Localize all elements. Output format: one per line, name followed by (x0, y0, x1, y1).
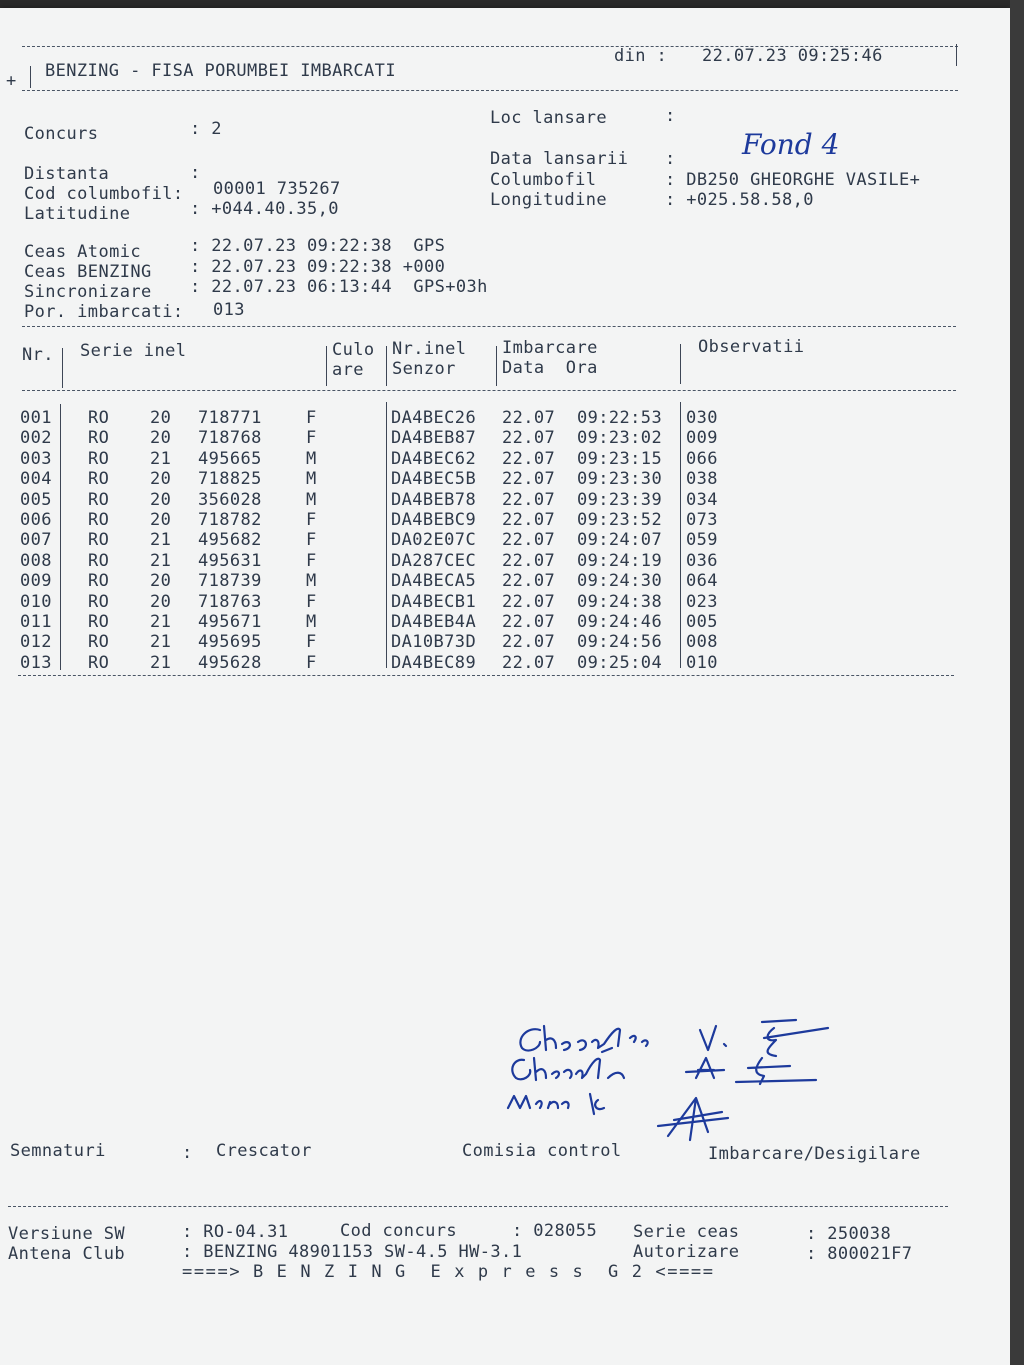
serie-ceas-label: Serie ceas (633, 1222, 740, 1242)
columbofil-value: : DB250 GHEORGHE VASILE+ (665, 170, 921, 190)
cell-an: 21 (150, 612, 172, 632)
col-header-nr: Nr. (22, 345, 54, 365)
cell-sex: F (306, 428, 317, 449)
cod-concurs-value: : 028055 (512, 1221, 598, 1241)
cell-senzor: DA4BECA5 (391, 571, 477, 592)
cell-ora: 09:22:53 (577, 408, 663, 428)
cell-an: 20 (150, 428, 172, 449)
table-row (0, 469, 1000, 489)
cell-ora: 09:24:19 (577, 550, 663, 571)
versiune-sw-value: : RO-04.31 (182, 1222, 289, 1242)
cell-inel: 718782 (198, 510, 262, 530)
cell-senzor: DA4BEB87 (391, 428, 477, 449)
cell-nr: 002 (20, 428, 52, 449)
cell-observatii: 034 (686, 489, 718, 510)
cell-sex: F (306, 550, 317, 571)
table-row (0, 632, 1000, 652)
cell-sex: M (306, 448, 317, 469)
cell-observatii: 030 (686, 408, 718, 428)
cell-data: 22.07 (502, 428, 556, 449)
cell-an: 21 (150, 448, 172, 469)
benzing-brand-line: ====> B E N Z I N G E x p r e s s G 2 <==== (182, 1262, 715, 1282)
cell-inel: 495628 (198, 652, 262, 673)
cell-senzor: DA287CEC (391, 550, 477, 571)
latitudine-label: Latitudine (24, 204, 131, 224)
cell-tara: RO (88, 530, 110, 551)
col-header-imbarcare-2: Data Ora (502, 358, 598, 378)
cell-ora: 09:24:46 (577, 612, 663, 632)
col-header-serie: Serie inel (80, 341, 187, 361)
col-sep (680, 344, 681, 384)
cell-nr: 013 (20, 652, 52, 673)
distanta-label: Distanta (24, 164, 110, 184)
antena-club-label: Antena Club (8, 1244, 125, 1264)
background-edge (1010, 0, 1024, 1365)
crescator-label: Crescator (216, 1141, 312, 1161)
cell-tara: RO (88, 652, 110, 673)
semnaturi-colon: : (182, 1143, 193, 1163)
col-header-nrinel-2: Senzor (392, 359, 456, 379)
loc-lansare-value: : (665, 106, 676, 126)
cell-an: 20 (150, 408, 172, 428)
cell-nr: 007 (20, 530, 52, 551)
cell-inel: 718825 (198, 469, 262, 490)
longitudine-label: Longitudine (490, 190, 607, 210)
cell-observatii: 036 (686, 550, 718, 571)
cod-concurs-label: Cod concurs (340, 1221, 457, 1241)
cell-tara: RO (88, 632, 110, 653)
col-header-nrinel-1: Nr.inel (392, 339, 467, 359)
cell-an: 20 (150, 510, 172, 530)
col-sep (386, 346, 387, 386)
cell-senzor: DA4BEB78 (391, 489, 477, 510)
cell-sex: F (306, 591, 317, 612)
cell-an: 21 (150, 632, 172, 653)
cell-an: 21 (150, 550, 172, 571)
cell-tara: RO (88, 612, 110, 632)
cell-inel: 495665 (198, 448, 262, 469)
data-lansarii-value: : (665, 149, 676, 169)
printed-sheet (0, 8, 1010, 1365)
header-left-bar (30, 66, 31, 88)
col-header-imbarcare-1: Imbarcare (502, 338, 598, 358)
table-row (0, 653, 1000, 673)
cell-nr: 008 (20, 550, 52, 571)
cell-observatii: 059 (686, 530, 718, 551)
cell-data: 22.07 (502, 632, 556, 653)
cell-observatii: 073 (686, 510, 718, 530)
cell-observatii: 066 (686, 448, 718, 469)
cell-nr: 009 (20, 571, 52, 592)
latitudine-value: : +044.40.35,0 (190, 199, 339, 219)
cell-inel: 495631 (198, 550, 262, 571)
cell-nr: 001 (20, 408, 52, 428)
cell-data: 22.07 (502, 510, 556, 530)
cell-ora: 09:24:56 (577, 632, 663, 653)
cell-ora: 09:25:04 (577, 652, 663, 673)
cell-nr: 004 (20, 469, 52, 490)
cell-sex: M (306, 612, 317, 632)
footer-divider (8, 1206, 948, 1207)
col-header-culoare-2: are (332, 360, 364, 380)
cell-ora: 09:23:39 (577, 489, 663, 510)
porumbei-imbarcati-value: 013 (213, 300, 245, 320)
cell-ora: 09:24:30 (577, 571, 663, 592)
cell-inel: 718763 (198, 591, 262, 612)
cell-tara: RO (88, 571, 110, 592)
table-row (0, 449, 1000, 469)
columbofil-label: Columbofil (490, 170, 597, 190)
table-row (0, 551, 1000, 571)
cell-data: 22.07 (502, 530, 556, 551)
header-divider-bottom (22, 90, 958, 91)
ceas-atomic-value: : 22.07.23 09:22:38 GPS (190, 236, 446, 256)
cell-an: 20 (150, 489, 172, 510)
table-row (0, 510, 1000, 530)
table-divider-top (22, 326, 956, 327)
cell-sex: M (306, 489, 317, 510)
col-header-observatii: Observatii (698, 337, 805, 357)
cell-inel: 718768 (198, 428, 262, 449)
cell-data: 22.07 (502, 448, 556, 469)
cell-observatii: 005 (686, 612, 718, 632)
cell-tara: RO (88, 469, 110, 490)
table-row (0, 408, 1000, 428)
ceas-benzing-label: Ceas BENZING (24, 262, 152, 282)
cell-an: 21 (150, 530, 172, 551)
autorizare-value: : 800021F7 (806, 1244, 913, 1264)
cell-tara: RO (88, 448, 110, 469)
cell-inel: 495682 (198, 530, 262, 551)
cell-senzor: DA10B73D (391, 632, 477, 653)
cell-inel: 495671 (198, 612, 262, 632)
cell-nr: 006 (20, 510, 52, 530)
cell-inel: 718739 (198, 571, 262, 592)
row-sep-senzor (386, 402, 387, 668)
cell-data: 22.07 (502, 571, 556, 592)
col-sep (326, 346, 327, 386)
cell-sex: M (306, 469, 317, 490)
cell-sex: F (306, 530, 317, 551)
cell-data: 22.07 (502, 550, 556, 571)
data-lansarii-label: Data lansarii (490, 149, 629, 169)
table-divider-bottom (18, 675, 954, 676)
cell-ora: 09:23:02 (577, 428, 663, 449)
cell-senzor: DA4BEB4A (391, 612, 477, 632)
table-divider-header (22, 390, 956, 391)
cell-ora: 09:24:07 (577, 530, 663, 551)
cod-columbofil-value: 00001 735267 (213, 179, 341, 199)
header-right-bar (956, 44, 957, 66)
cell-senzor: DA02E07C (391, 530, 477, 551)
cell-observatii: 010 (686, 652, 718, 673)
imbarcare-desigilare-label: Imbarcare/Desigilare (708, 1144, 921, 1164)
cell-observatii: 009 (686, 428, 718, 449)
cell-data: 22.07 (502, 489, 556, 510)
table-row (0, 530, 1000, 550)
table-row (0, 571, 1000, 591)
cell-inel: 495695 (198, 632, 262, 653)
concurs-label: Concurs (24, 124, 99, 144)
cell-sex: F (306, 652, 317, 673)
cell-observatii: 023 (686, 591, 718, 612)
col-header-culoare-1: Culo (332, 340, 375, 360)
report-datetime: 22.07.23 09:25:46 (702, 46, 883, 66)
semnaturi-label: Semnaturi (10, 1141, 106, 1161)
cell-an: 21 (150, 652, 172, 673)
table-row (0, 490, 1000, 510)
sincronizare-value: : 22.07.23 06:13:44 GPS+03h (190, 277, 488, 297)
cell-inel: 718771 (198, 408, 262, 428)
cell-senzor: DA4BEC62 (391, 448, 477, 469)
cell-nr: 012 (20, 632, 52, 653)
handwritten-note: Fond 4 (742, 128, 840, 161)
autorizare-label: Autorizare (633, 1242, 740, 1262)
cell-an: 20 (150, 469, 172, 490)
col-sep (62, 348, 63, 388)
loc-lansare-label: Loc lansare (490, 108, 607, 128)
cell-nr: 010 (20, 591, 52, 612)
cell-data: 22.07 (502, 591, 556, 612)
cell-nr: 003 (20, 448, 52, 469)
longitudine-value: : +025.58.58,0 (665, 190, 814, 210)
serie-ceas-value: : 250038 (806, 1224, 892, 1244)
antena-club-value: : BENZING 48901153 SW-4.5 HW-3.1 (182, 1242, 523, 1262)
cell-senzor: DA4BEC26 (391, 408, 477, 428)
cell-an: 20 (150, 591, 172, 612)
cell-senzor: DA4BECB1 (391, 591, 477, 612)
cod-columbofil-label: Cod columbofil: (24, 184, 184, 204)
cell-ora: 09:23:15 (577, 448, 663, 469)
col-sep (496, 346, 497, 386)
cell-senzor: DA4BEC89 (391, 652, 477, 673)
cell-data: 22.07 (502, 652, 556, 673)
cell-nr: 011 (20, 612, 52, 632)
cell-ora: 09:24:38 (577, 591, 663, 612)
din-label: din : (614, 46, 668, 66)
ceas-atomic-label: Ceas Atomic (24, 242, 141, 262)
table-row (0, 428, 1000, 448)
table-row (0, 612, 1000, 632)
ceas-benzing-value: : 22.07.23 09:22:38 +000 (190, 257, 446, 277)
cell-senzor: DA4BEBC9 (391, 510, 477, 530)
cell-sex: M (306, 571, 317, 592)
cell-observatii: 038 (686, 469, 718, 490)
sincronizare-label: Sincronizare (24, 282, 152, 302)
table-row (0, 592, 1000, 612)
cell-inel: 356028 (198, 489, 262, 510)
margin-mark: + (6, 71, 17, 91)
cell-data: 22.07 (502, 612, 556, 632)
cell-observatii: 064 (686, 571, 718, 592)
cell-sex: F (306, 510, 317, 530)
handwritten-signatures (500, 1008, 840, 1158)
cell-senzor: DA4BEC5B (391, 469, 477, 490)
cell-an: 20 (150, 571, 172, 592)
porumbei-imbarcati-label: Por. imbarcati: (24, 302, 184, 322)
cell-tara: RO (88, 510, 110, 530)
row-sep-nr (60, 404, 61, 670)
cell-nr: 005 (20, 489, 52, 510)
report-title: BENZING - FISA PORUMBEI IMBARCATI (45, 61, 396, 81)
row-sep-obs (680, 402, 681, 668)
cell-tara: RO (88, 591, 110, 612)
distanta-value: : (190, 163, 201, 183)
cell-ora: 09:23:30 (577, 469, 663, 490)
cell-tara: RO (88, 489, 110, 510)
cell-sex: F (306, 632, 317, 653)
cell-tara: RO (88, 428, 110, 449)
cell-data: 22.07 (502, 469, 556, 490)
cell-ora: 09:23:52 (577, 510, 663, 530)
cell-tara: RO (88, 550, 110, 571)
versiune-sw-label: Versiune SW (8, 1224, 125, 1244)
cell-observatii: 008 (686, 632, 718, 653)
cell-tara: RO (88, 408, 110, 428)
cell-data: 22.07 (502, 408, 556, 428)
concurs-value: : 2 (190, 119, 222, 139)
comisia-control-label: Comisia control (462, 1141, 622, 1161)
cell-sex: F (306, 408, 317, 428)
